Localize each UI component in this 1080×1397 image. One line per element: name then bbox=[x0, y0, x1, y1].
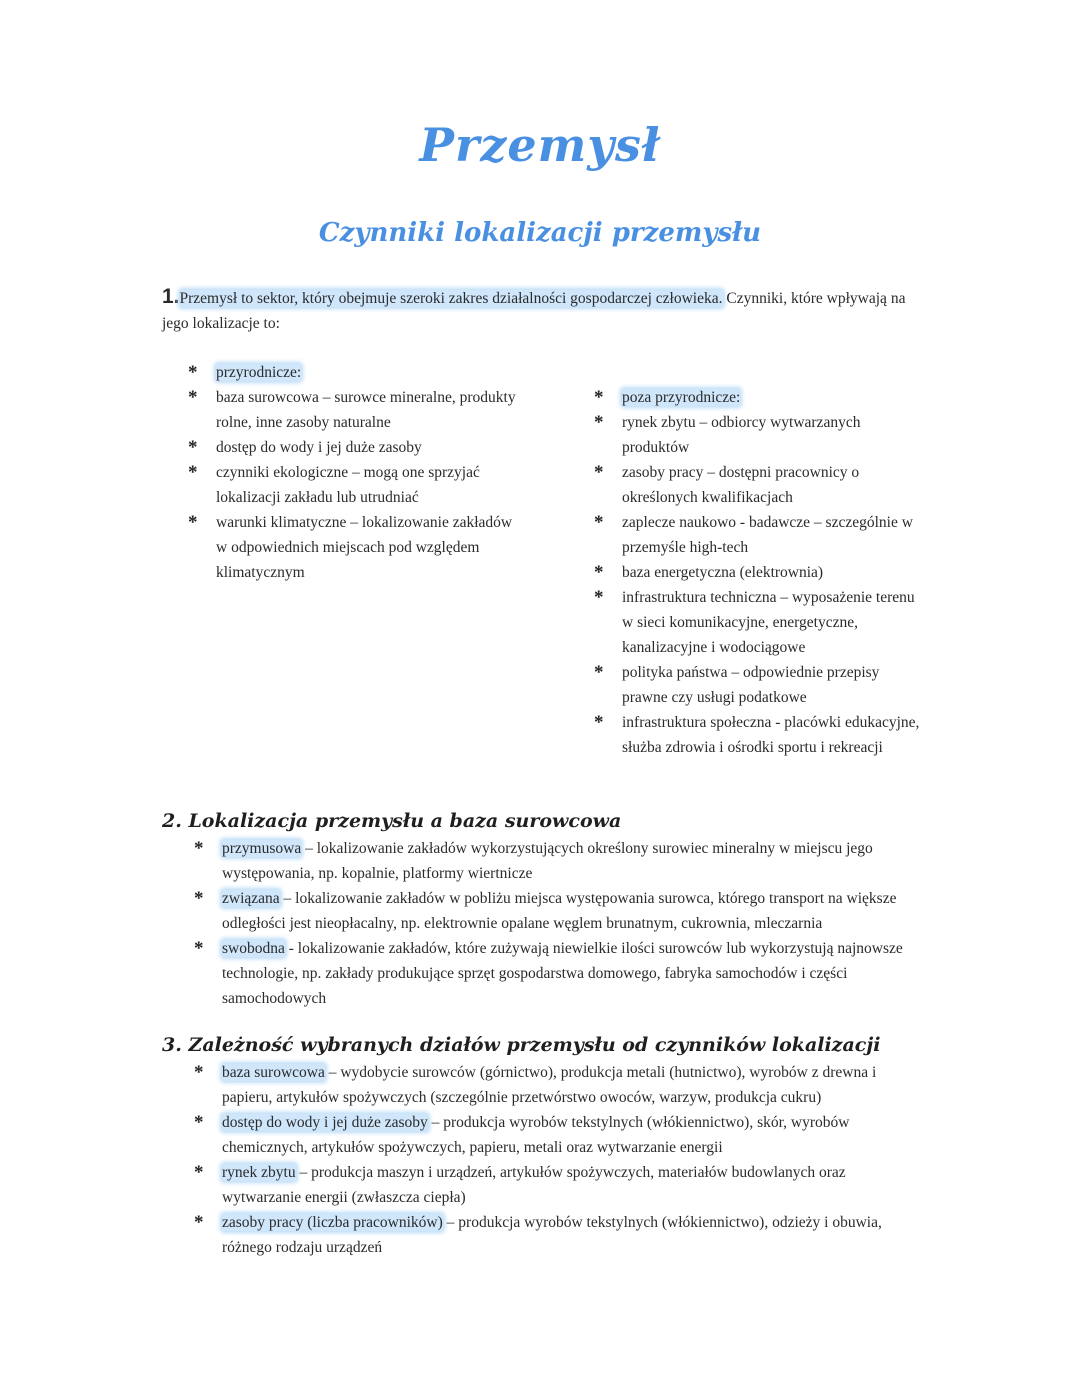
bullet-star-icon: * bbox=[188, 387, 198, 408]
page-title: Przemysł bbox=[419, 118, 661, 172]
list-item bbox=[594, 560, 924, 585]
bullet-star-icon: * bbox=[194, 1162, 204, 1183]
term: rynek zbytu bbox=[222, 1164, 296, 1181]
section-2-heading: 2. Lokalizacja przemysłu a baza surowcowa bbox=[162, 810, 622, 832]
list-item bbox=[194, 1160, 922, 1210]
bullet-star-icon: * bbox=[594, 712, 604, 733]
term: baza surowcowa bbox=[222, 1064, 325, 1081]
list-item bbox=[194, 1060, 922, 1110]
term: zasoby pracy (liczba pracowników) bbox=[222, 1214, 443, 1231]
term: związana bbox=[222, 890, 280, 907]
bullet-star-icon: * bbox=[594, 587, 604, 608]
list-item-text: infrastruktura społeczna - placówki edukacyjne, służba zdrowia i ośrodki sportu i rekreacji bbox=[622, 714, 920, 756]
list-item-text: – lokalizowanie zakładów wykorzystujących określony surowiec mineralny w miejscu jego występowania, np. kopalnie, platformy wiertnicze bbox=[222, 840, 873, 882]
bullet-star-icon: * bbox=[194, 838, 204, 859]
section-2 bbox=[162, 808, 922, 1011]
intro-rest: Czynniki, które wpływają na jego lokalizacje to: bbox=[162, 290, 906, 332]
bullet-star-icon: * bbox=[594, 562, 604, 583]
list-item bbox=[194, 936, 922, 1011]
list-item bbox=[188, 435, 518, 460]
intro-paragraph bbox=[162, 284, 922, 336]
list-item bbox=[188, 360, 518, 385]
list-item bbox=[194, 1210, 922, 1260]
term: przymusowa bbox=[222, 840, 302, 857]
bullet-star-icon: * bbox=[194, 1062, 204, 1083]
bullet-star-icon: * bbox=[594, 512, 604, 533]
intro-number: 1. bbox=[162, 285, 180, 308]
list-item bbox=[594, 660, 924, 710]
list-item-text: dostęp do wody i jej duże zasoby bbox=[216, 439, 422, 456]
bullet-star-icon: * bbox=[594, 412, 604, 433]
list-item bbox=[188, 510, 518, 585]
list-item bbox=[194, 1110, 922, 1160]
term: swobodna bbox=[222, 940, 285, 957]
list-item bbox=[594, 385, 924, 410]
list-item bbox=[188, 385, 518, 435]
list-item-text: – produkcja wyrobów tekstylnych (włókiennictwo), odzieży i obuwia, różnego rodzaju urządzeń bbox=[222, 1214, 882, 1256]
list-item bbox=[594, 410, 924, 460]
term: dostęp do wody i jej duże zasoby bbox=[222, 1114, 428, 1131]
bullet-star-icon: * bbox=[188, 362, 198, 383]
intro-highlight: Przemysł to sektor, który obejmuje szeroki zakres działalności gospodarczej człowieka. bbox=[179, 290, 723, 307]
bullet-star-icon: * bbox=[594, 662, 604, 683]
natural-heading: przyrodnicze: bbox=[216, 364, 302, 381]
list-item bbox=[594, 585, 924, 660]
list-item-text: – wydobycie surowców (górnictwo), produkcja metali (hutnictwo), wyrobów z drewna i papieru, artykułów spożywczych (szczególnie przetwórstwo owoców, warzyw, produkcja cukru) bbox=[222, 1064, 877, 1106]
list-item-text: polityka państwa – odpowiednie przepisy prawne czy usługi podatkowe bbox=[622, 664, 880, 706]
bullet-star-icon: * bbox=[194, 888, 204, 909]
section-3-heading: 3. Zależność wybranych działów przemysłu od czynników lokalizacji bbox=[162, 1034, 881, 1056]
list-item-text: rynek zbytu – odbiorcy wytwarzanych produktów bbox=[622, 414, 861, 456]
bullet-star-icon: * bbox=[194, 1112, 204, 1133]
list-item-text: zasoby pracy – dostępni pracownicy o określonych kwalifikacjach bbox=[622, 464, 860, 506]
list-item bbox=[594, 460, 924, 510]
bullet-star-icon: * bbox=[594, 387, 604, 408]
list-item-text: warunki klimatyczne – lokalizowanie zakładów w odpowiednich miejscach pod względem klimatycznym bbox=[216, 514, 513, 581]
list-item-text: – produkcja maszyn i urządzeń, artykułów spożywczych, materiałów budowlanych oraz wytwarzanie energii (zwłaszcza ciepła) bbox=[222, 1164, 846, 1206]
bullet-star-icon: * bbox=[594, 462, 604, 483]
list-item bbox=[594, 710, 924, 760]
non-natural-factors-list bbox=[594, 385, 924, 760]
list-item bbox=[188, 460, 518, 510]
list-item bbox=[194, 836, 922, 886]
list-item-text: – produkcja wyrobów tekstylnych (włókiennictwo), skór, wyrobów chemicznych, artykułów spożywczych, papieru, metali oraz wytwarzanie energii bbox=[222, 1114, 850, 1156]
bullet-star-icon: * bbox=[188, 437, 198, 458]
bullet-star-icon: * bbox=[188, 512, 198, 533]
list-item-text: infrastruktura techniczna – wyposażenie terenu w sieci komunikacyjne, energetyczne, kanalizacyjne i wodociągowe bbox=[622, 589, 915, 656]
page-subtitle: Czynniki lokalizacji przemysłu bbox=[318, 218, 762, 248]
bullet-star-icon: * bbox=[194, 1212, 204, 1233]
non-natural-heading: poza przyrodnicze: bbox=[622, 389, 741, 406]
bullet-star-icon: * bbox=[194, 938, 204, 959]
list-item-text: baza energetyczna (elektrownia) bbox=[622, 564, 824, 581]
list-item-text: – lokalizowanie zakładów w pobliżu miejsca występowania surowca, którego transport na większe odległości jest nieopłacalny, np. elektrownie opalane węglem brunatnym, cukrownia, mleczarnia bbox=[222, 890, 897, 932]
list-item bbox=[194, 886, 922, 936]
list-item-text: baza surowcowa – surowce mineralne, produkty rolne, inne zasoby naturalne bbox=[216, 389, 516, 431]
list-item-text: czynniki ekologiczne – mogą one sprzyjać lokalizacji zakładu lub utrudniać bbox=[216, 464, 480, 506]
natural-factors-list bbox=[188, 360, 518, 585]
list-item-text: zaplecze naukowo - badawcze – szczególnie w przemyśle high-tech bbox=[622, 514, 913, 556]
list-item bbox=[594, 510, 924, 560]
bullet-star-icon: * bbox=[188, 462, 198, 483]
section-3 bbox=[162, 1032, 922, 1260]
list-item-text: - lokalizowanie zakładów, które zużywają niewielkie ilości surowców lub wykorzystują najnowsze technologie, np. zakłady produkujące sprzęt gospodarstwa domowego, fabryka samochodów i części samochodowych bbox=[222, 940, 903, 1007]
